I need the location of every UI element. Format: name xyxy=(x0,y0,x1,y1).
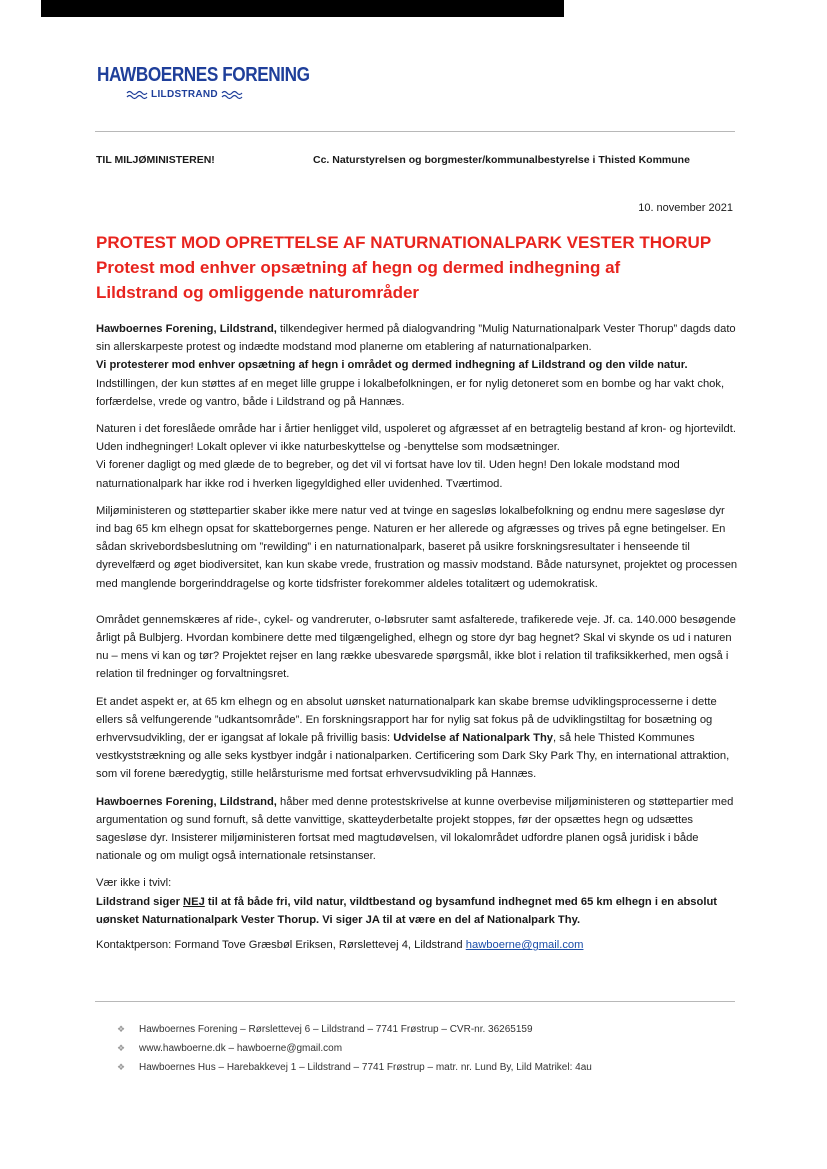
paragraph-2: Naturen i det foreslåede område har i årtier henligget vild, uspoleret og afgræsset af en betragtelig bestand af kron- og hjortevildt. Uden indhegninger! Lokalt oplever vi ikke naturbeskyttelse og -benyttelse som modsætninger. Vi forener dagligt og med glæde de to begreber, og det vil vi fortsat have lov til. Uden hegn! Den lokale modstand mod naturnationalpark har ikke rod i hverken ligegyldighed eller uvidenhed. Tværtimod. xyxy=(96,423,736,490)
diamond-bullet-icon: ❖ xyxy=(117,1062,126,1072)
org-name: Hawboernes Forening, Lildstrand, xyxy=(96,323,277,335)
contact-email-link[interactable]: hawboerne@gmail.com xyxy=(465,939,584,952)
recipient: TIL MILJØMINISTEREN! xyxy=(96,154,215,166)
diamond-bullet-icon: ❖ xyxy=(117,1024,126,1034)
footer-line: ❖ Hawboernes Hus – Harebakkevej 1 – Lildstrand – 7741 Frøstrup – matr. nr. Lund By, Lild Matrikel: 4au xyxy=(117,1058,592,1077)
logo-name: HAWBOERNES FORENING xyxy=(97,64,310,86)
redaction-bar xyxy=(41,0,564,17)
title-line-3: Lildstrand og omliggende naturområder xyxy=(96,283,420,302)
contact-line: Kontaktperson: Formand Tove Græsbøl Eriksen, Rørslettevej 4, Lildstrand hawboerne@gmail.com xyxy=(96,939,584,952)
letter-date: 10. november 2021 xyxy=(638,202,733,214)
waves-icon xyxy=(221,90,243,100)
paragraph-6: Hawboernes Forening, Lildstrand, håber med denne protestskrivelse at kunne overbevise miljøministeren og støttepartier med argumentation og sund fornuft, så dette vanvittige, skatteyderbetalte projekt stoppes, før der opsættes hegn og udsættes sagesløse dyr. Insisterer miljøministeren fortsat med magtudøvelsen, vil lokalområdet udfordre planen også juridisk i både nationale og om muligt også internationale retsinstanser. xyxy=(96,795,734,863)
cc-line: Cc. Naturstyrelsen og borgmester/kommunalbestyrelse i Thisted Kommune xyxy=(313,154,690,166)
diamond-bullet-icon: ❖ xyxy=(117,1043,126,1053)
waves-icon xyxy=(126,90,148,100)
title-line-1: PROTEST MOD OPRETTELSE AF NATURNATIONALPARK VESTER THORUP xyxy=(96,233,712,252)
logo xyxy=(97,64,312,100)
footer xyxy=(117,1020,592,1077)
footer-line: ❖ Hawboernes Forening – Rørslettevej 6 – Lildstrand – 7741 Frøstrup – CVR-nr. 36265159 xyxy=(117,1020,592,1039)
paragraph-5: Et andet aspekt er, at 65 km elhegn og en absolut uønsket naturnationalpark kan skabe bremse udviklingsprocesserne i dette ellers så velfungerende ”udkantsområde”. En forskningsrapport har for nylig sat fokus på de udviklingstiltag for bosætning og erhvervsudvikling, der er igangsat af lokale på frivillig basis: Udvidelse af Nationalpark Thy, så hele Thisted Kommunes vestkyststrækning og alle seks kystbyer indgår i nationalparken. Certificering som Dark Sky Park Thy, en international attraktion, som vil forene bæredygtig, stille helårsturisme med fortsat erhvervsudvikling på Hannæs. xyxy=(96,695,730,781)
nej-word: NEJ xyxy=(183,895,205,908)
page-title xyxy=(96,232,756,305)
footer-divider xyxy=(95,1001,735,1002)
paragraph-1: Hawboernes Forening, Lildstrand, tilkendegiver hermed på dialogvandring ”Mulig Naturnationalpark Vester Thorup” dagds dato sin allerskarpeste protest og indædte modstand mod planerne om etablering af naturnationalparken. Vi protesterer mod enhver opsætning af hegn i området og dermed indhegning af Lildstrand og den vilde natur. Indstillingen, der kun støttes af en meget lille gruppe i lokalbefolkningen, er for nylig detoneret som en bombe og har vakt chok, forfærdelse, vrede og vantro, både i Lildstrand og på Hannæs. xyxy=(96,323,736,408)
protest-statement: Vi protesterer mod enhver opsætning af hegn i området og dermed indhegning af Lildstrand og den vilde natur. xyxy=(96,359,688,372)
letter-body xyxy=(96,320,740,963)
logo-subtitle: LILDSTRAND xyxy=(151,89,218,100)
paragraph-3: Miljøministeren og støttepartier skaber ikke mere natur ved at tvinge en sagesløs lokalbefolkning og endnu mere sagesløse dyr ind bag 65 km elhegn opsat for skatteborgernes penge. Naturen er her allerede og afgræsses og trives på egne betingelser. En sådan skrivebordsbeslutning om ”rewilding” i en naturnationalpark, baseret på usikre forskningsresultater i henseende til dyrevelfærd og øget biodiversitet, kan kun skabe vrede, frustration og massiv modstand. Både natursynet, projektet og processen med manglende borgerinddragelse og korte tidsfrister forekommer aldeles totalitært og udemokratisk. xyxy=(96,504,738,590)
footer-line: ❖ www.hawboerne.dk – hawboerne@gmail.com xyxy=(117,1039,592,1058)
closing: Vær ikke i tvivl: Lildstrand siger NEJ til at få både fri, vild natur, vildtbestand og bysamfund indhegnet med 65 km elhegn i en absolut uønsket Naturnationalpark Vester Thorup. Vi siger JA til at være en del af Nationalpark Thy. xyxy=(96,877,718,926)
title-line-2: Protest mod enhver opsætning af hegn og dermed indhegning af xyxy=(96,258,621,277)
logo-subtitle-row xyxy=(57,89,312,100)
header-divider xyxy=(95,131,735,132)
paragraph-4: Området gennemskæres af ride-, cykel- og vandreruter, o-løbsruter samt asfalterede, trafikerede veje. Jf. ca. 140.000 besøgende årligt på Bulbjerg. Hvordan kombinere dette med tilgængelighed, elhegn og store dyr bag hegnet? Skal vi skynde os ud i naturen nu – mens vi kan og tør? Projektet rejser en lang række ubesvarede spørgsmål, ikke blot i relation til trafiksikkerhed, men også i relation til fredninger og forvaltningsret. xyxy=(96,613,736,681)
